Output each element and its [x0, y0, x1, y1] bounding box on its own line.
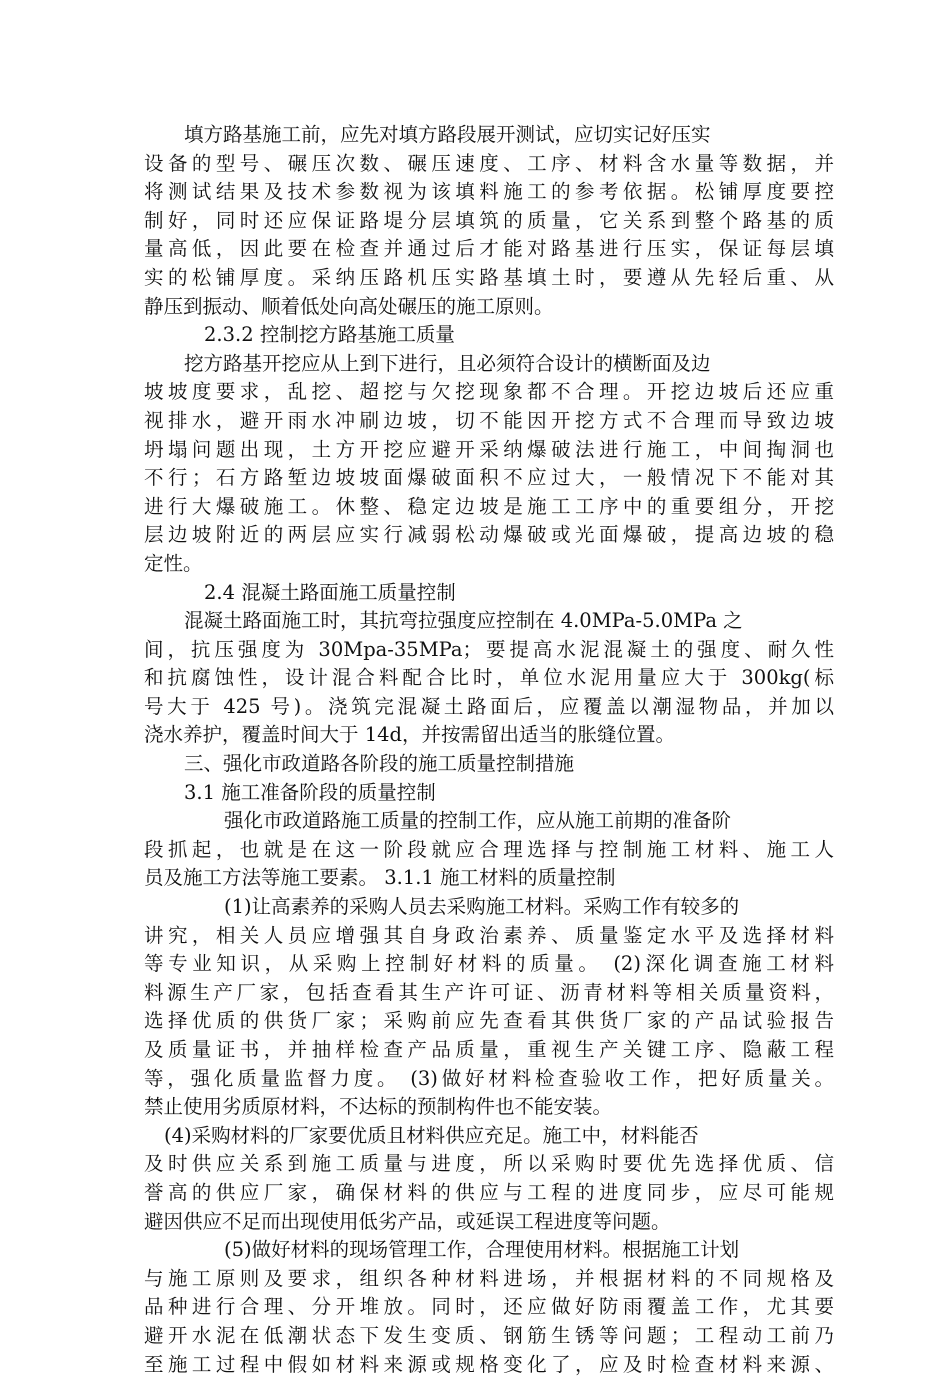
text-line: 选择优质的供货厂家；采购前应先查看其供货厂家的产品试验报告: [144, 1009, 834, 1033]
text-line: 等专业知识，从采购上控制好材料的质量。 (2)深化调查施工材料: [144, 952, 834, 976]
text-line: 间，抗压强度为 30Mpa-35MPa；要提高水泥混凝土的强度、耐久性: [144, 637, 834, 661]
text-line: 员及施工方法等施工要素。 3.1.1 施工材料的质量控制: [144, 866, 616, 890]
body-text: [144, 121, 834, 1379]
text-line: 讲究，相关人员应增强其自身政治素养、质量鉴定水平及选择材料: [144, 923, 834, 947]
text-line: 及质量证书，并抽样检查产品质量，重视生产关键工序、隐蔽工程: [144, 1038, 834, 1061]
text-line: 及时供应关系到施工质量与进度，所以采购时要优先选择优质、信: [144, 1152, 834, 1176]
text-line: 定性。: [144, 551, 203, 575]
text-line: 等，强化质量监督力度。 (3)做好材料检查验收工作，把好质量关。: [144, 1066, 834, 1090]
text-line: 层边坡附近的两层应实行减弱松动爆破或光面爆破，提高边坡的稳: [144, 523, 834, 547]
text-line: 制好，同时还应保证路堤分层填筑的质量，它关系到整个路基的质: [144, 208, 834, 232]
text-line: 填方路基施工前，应先对填方路段展开测试，应切实记好压实: [184, 123, 711, 146]
text-line: 实的松铺厚度。采纳压路机压实路基填土时，要遵从先轻后重、从: [144, 265, 834, 289]
text-line: 料源生产厂家，包括查看其生产许可证、沥青材料等相关质量资料，: [144, 980, 834, 1004]
text-line: 坍塌问题出现，土方开挖应避开采纳爆破法进行施工，中间掏洞也: [144, 437, 834, 461]
text-line: 品种进行合理、分开堆放。同时，还应做好防雨覆盖工作，尤其要: [144, 1295, 834, 1319]
text-line: 至施工过程中假如材料来源或规格变化了，应及时检查材料来源、: [144, 1352, 834, 1376]
text-line: 禁止使用劣质原材料，不达标的预制构件也不能安装。: [144, 1095, 613, 1119]
section-heading: 3.1 施工准备阶段的质量控制: [184, 780, 436, 804]
text-line: 强化市政道路施工质量的控制工作，应从施工前期的准备阶: [224, 809, 732, 833]
text-line: 将测试结果及技术参数视为该填料施工的参考依据。松铺厚度要控: [144, 180, 834, 204]
text-line: (5)做好材料的现场管理工作，合理使用材料。根据施工计划: [224, 1238, 740, 1262]
text-line: 号大于 425 号)。浇筑完混凝土路面后，应覆盖以潮湿物品，并加以: [144, 694, 834, 718]
text-line: 混凝土路面施工时，其抗弯拉强度应控制在 4.0MPa-5.0MPa 之: [184, 609, 743, 633]
text-line: 进行大爆破施工。休整、稳定边坡是施工工序中的重要组分，开挖: [144, 494, 834, 518]
text-line: 誉高的供应厂家，确保材料的供应与工程的进度同步，应尽可能规: [144, 1180, 834, 1204]
text-line: 视排水，避开雨水冲刷边坡，切不能因开挖方式不合理而导致边坡: [144, 408, 834, 432]
text-line: 浇水养护，覆盖时间大于 14d，并按需留出适当的胀缝位置。: [144, 723, 675, 747]
text-line: 挖方路基开挖应从上到下进行，且必须符合设计的横断面及边: [184, 351, 711, 375]
text-line: (4)采购材料的厂家要优质且材料供应充足。施工中，材料能否: [164, 1123, 699, 1147]
text-line: 避因供应不足而出现使用低劣产品，或延误工程进度等问题。: [144, 1209, 671, 1233]
text-line: 设备的型号、碾压次数、碾压速度、工序、材料含水量等数据，并: [144, 151, 834, 175]
text-line: 量高低，因此要在检查并通过后才能对路基进行压实，保证每层填: [144, 237, 834, 261]
text-line: 坡坡度要求，乱挖、超挖与欠挖现象都不合理。开挖边坡后还应重: [144, 380, 834, 404]
text-line: (1)让高素养的采购人员去采购施工材料。采购工作有较多的: [224, 895, 740, 919]
text-line: 与施工原则及要求，组织各种材料进场，并根据材料的不同规格及: [144, 1266, 834, 1290]
section-heading: 三、强化市政道路各阶段的施工质量控制措施: [184, 752, 575, 776]
text-line: 避开水泥在低潮状态下发生变质、钢筋生锈等问题；工程动工前乃: [144, 1323, 834, 1347]
text-line: 和抗腐蚀性，设计混合料配合比时，单位水泥用量应大于 300kg(标: [144, 666, 834, 690]
section-heading: 2.3.2 控制挖方路基施工质量: [204, 323, 455, 347]
text-line: 不行；石方路堑边坡坡面爆破面积不应过大，一般情况下不能对其: [144, 466, 834, 490]
text-line: 段抓起，也就是在这一阶段就应合理选择与控制施工材料、施工人: [144, 837, 834, 861]
section-heading: 2.4 混凝土路面施工质量控制: [204, 580, 456, 604]
text-line: 静压到振动、顺着低处向高处碾压的施工原则。: [144, 294, 554, 318]
